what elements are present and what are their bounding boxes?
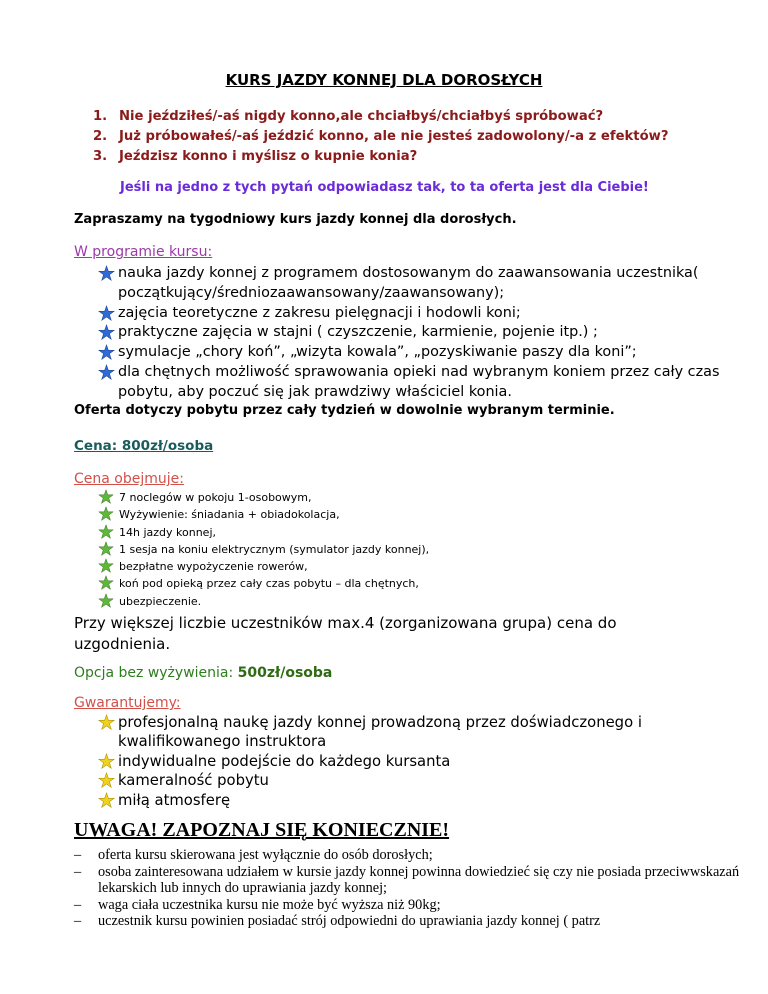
list-item: kameralność pobytu	[98, 771, 698, 790]
guarantee-list	[98, 713, 698, 810]
includes-list	[98, 489, 698, 610]
question-item: 1. Nie jeździłeś/-aś nigdy konno,ale chciałbyś/chciałbyś spróbować?	[93, 109, 604, 124]
green-star-bullet-icon	[98, 593, 114, 609]
list-item: bezpłatne wypożyczenie rowerów,	[98, 558, 698, 575]
green-star-bullet-icon	[98, 558, 114, 574]
list-item: praktyczne zajęcia w stajni ( czyszczenie, karmienie, pojenie itp.) ;	[98, 323, 738, 343]
offer-period: Oferta dotyczy pobytu przez cały tydzień w dowolnie wybranym terminie.	[74, 403, 615, 418]
list-item: nauka jazdy konnej z programem dostosowanym do zaawansowania uczestnika( początkujący/średniozaawansowany/zaawansowany);	[98, 264, 738, 304]
list-item: koń pod opieką przez cały czas pobytu – dla chętnych,	[98, 575, 698, 592]
list-item: – osoba zainteresowana udziałem w kursie jazdy konnej powinna dowiedzieć się czy nie posiada przeciwwskazań lekarskich lub innych do uprawiania jazdy konnej;	[74, 863, 740, 897]
list-item: Wyżywienie: śniadania + obiadokolacja,	[98, 506, 698, 523]
warning-heading: UWAGA! ZAPOZNAJ SIĘ KONIECZNIE!	[74, 819, 450, 841]
list-item: 7 noclegów w pokoju 1-osobowym,	[98, 489, 698, 506]
list-item: indywidualne podejście do każdego kursanta	[98, 752, 698, 771]
green-star-bullet-icon	[98, 506, 114, 522]
program-list	[98, 264, 738, 403]
green-star-bullet-icon	[98, 489, 114, 505]
blue-star-bullet-icon	[98, 364, 115, 381]
question-item: 3. Jeździsz konno i myślisz o kupnie konia?	[93, 149, 418, 164]
blue-star-bullet-icon	[98, 265, 115, 282]
list-item: – uczestnik kursu powinien posiadać strój odpowiedni do uprawiania jazdy konnej ( patrz	[74, 913, 601, 930]
list-item: symulacje „chory koń”, „wizyta kowala”, „pozyskiwanie paszy dla koni”;	[98, 343, 738, 363]
blue-star-bullet-icon	[98, 324, 115, 341]
invitation: Zapraszamy na tygodniowy kurs jazdy konnej dla dorosłych.	[74, 212, 517, 227]
list-item: profesjonalną naukę jazdy konnej prowadzoną przez doświadczonego i kwalifikowanego instruktora	[98, 713, 698, 752]
question-item: 2. Już próbowałeś/-aś jeździć konno, ale nie jesteś zadowolony/-a z efektów?	[93, 129, 669, 144]
list-item: zajęcia teoretyczne z zakresu pielęgnacji i hodowli koni;	[98, 304, 738, 324]
program-heading: W programie kursu:	[74, 244, 213, 260]
yellow-star-bullet-icon	[98, 753, 115, 770]
list-item: ubezpieczenie.	[98, 593, 698, 610]
includes-heading: Cena obejmuje:	[74, 471, 184, 487]
green-star-bullet-icon	[98, 575, 114, 591]
price: Cena: 800zł/osoba	[74, 438, 214, 454]
blue-star-bullet-icon	[98, 344, 115, 361]
list-item: dla chętnych możliwość sprawowania opieki nad wybranym koniem przez cały czas pobytu, aby poczuć się jak prawdziwy właściciel konia.	[98, 363, 738, 403]
green-star-bullet-icon	[98, 524, 114, 540]
guarantee-heading: Gwarantujemy:	[74, 695, 181, 711]
offer-line: Jeśli na jedno z tych pytań odpowiadasz tak, to ta oferta jest dla Ciebie!	[120, 180, 649, 195]
list-item: – waga ciała uczestnika kursu nie może być wyższa niż 90kg;	[74, 896, 441, 913]
list-item: 1 sesja na koniu elektrycznym (symulator jazdy konnej),	[98, 541, 698, 558]
page-title: KURS JAZDY KONNEJ DLA DOROSŁYCH	[225, 71, 543, 89]
list-item: 14h jazdy konnej,	[98, 524, 698, 541]
warning-list	[74, 847, 744, 930]
group-note: Przy większej liczbie uczestników max.4 (zorganizowana grupa) cena do uzgodnienia.	[74, 614, 617, 653]
blue-star-bullet-icon	[98, 305, 115, 322]
yellow-star-bullet-icon	[98, 772, 115, 789]
question-list	[93, 107, 753, 167]
green-star-bullet-icon	[98, 541, 114, 557]
list-item: miłą atmosferę	[98, 791, 698, 810]
list-item: – oferta kursu skierowana jest wyłącznie do osób dorosłych;	[74, 847, 433, 863]
yellow-star-bullet-icon	[98, 792, 115, 809]
yellow-star-bullet-icon	[98, 714, 115, 731]
option-line: Opcja bez wyżywienia: 500zł/osoba	[74, 665, 333, 681]
